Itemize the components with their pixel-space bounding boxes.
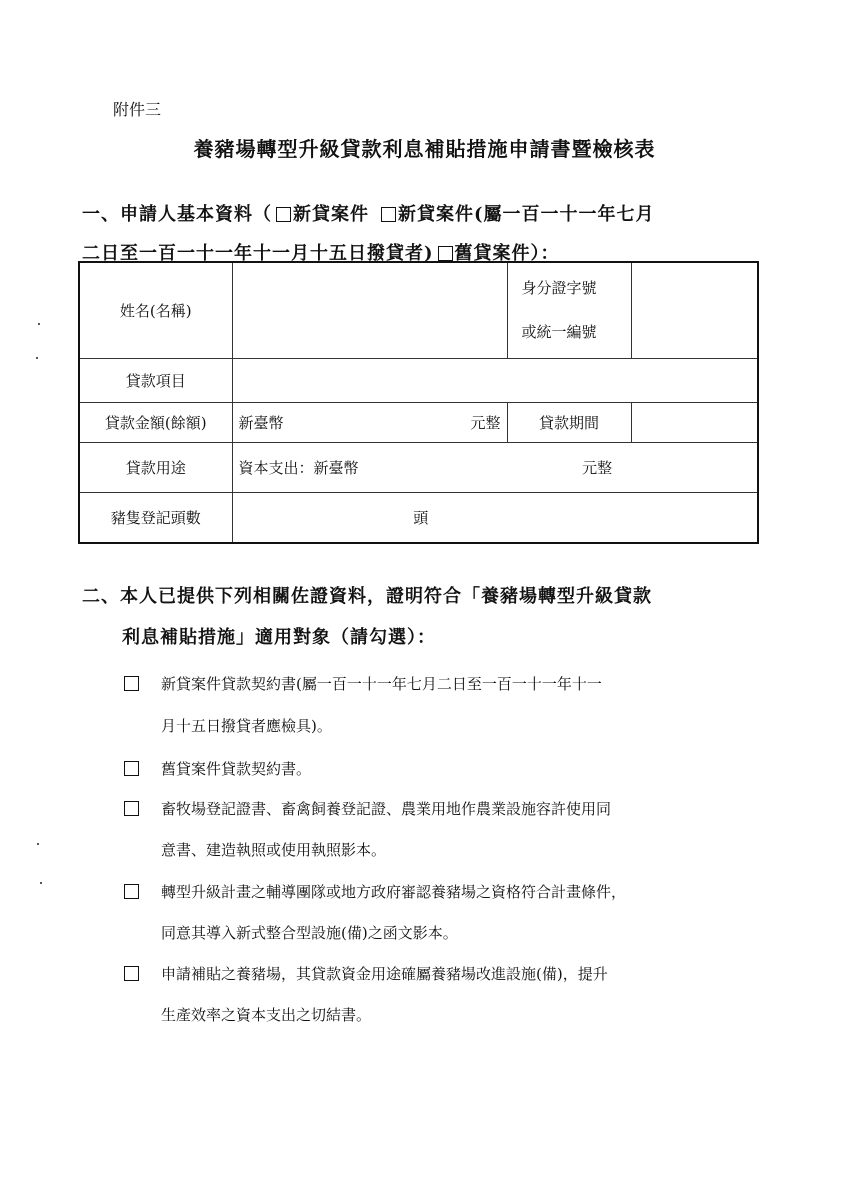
table-row <box>79 442 758 492</box>
scan-speck <box>40 882 42 884</box>
checklist-item-text: 生產效率之資本支出之切結書。 <box>161 1006 372 1024</box>
new-loan-checkbox[interactable] <box>276 207 291 222</box>
loan-use-prefix: 資本支出：新臺幣 <box>238 458 359 477</box>
id-label-line2: 或統一編號 <box>521 323 597 342</box>
id-field[interactable] <box>631 262 758 358</box>
checklist-checkbox[interactable] <box>124 884 139 899</box>
loan-amount-label: 貸款金額(餘額) <box>79 402 232 442</box>
id-label-line1: 身分證字號 <box>521 279 597 298</box>
loan-period-label: 貸款期間 <box>507 402 631 442</box>
loan-amount-unit: 元整 <box>470 413 501 432</box>
checklist-item-text: 畜牧場登記證書、畜禽飼養登記證、農業用地作農業設施容許使用同 <box>161 800 612 818</box>
id-label <box>507 262 631 358</box>
table-row <box>79 262 758 358</box>
loan-use-field[interactable] <box>232 442 758 492</box>
name-label: 姓名(名稱) <box>79 262 232 358</box>
new-loan-period-checkbox[interactable] <box>381 207 396 222</box>
scan-speck <box>38 323 40 325</box>
checklist-item-text: 轉型升級計畫之輔導團隊或地方政府審認養豬場之資格符合計畫條件， <box>161 883 627 901</box>
new-loan-period-option: 新貸案件(屬一百一十一年七月 <box>398 204 655 225</box>
pig-count-unit: 頭 <box>413 508 429 527</box>
document-title: 養豬場轉型升級貸款利息補貼措施申請書暨檢核表 <box>193 137 656 161</box>
checklist-item-text: 新貸案件貸款契約書(屬一百一十一年七月二日至一百一十一年十一 <box>161 675 602 693</box>
checklist-checkbox[interactable] <box>124 761 139 776</box>
checklist-item-text: 舊貸案件貸款契約書。 <box>161 760 312 778</box>
section1-prefix: 一、申請人基本資料（ <box>82 204 272 225</box>
pig-count-label: 豬隻登記頭數 <box>79 492 232 543</box>
scan-speck <box>37 843 39 845</box>
section2-line2: 利息補貼措施」適用對象（請勾選）： <box>122 627 436 648</box>
table-row <box>79 402 758 442</box>
checklist-item-text: 意書、建造執照或使用執照影本。 <box>161 841 387 859</box>
checklist-item-text: 同意其導入新式整合型設施(備)之函文影本。 <box>161 924 458 942</box>
checklist-checkbox[interactable] <box>124 676 139 691</box>
applicant-info-table <box>78 261 759 544</box>
loan-amount-currency: 新臺幣 <box>238 413 284 432</box>
checklist-item-text: 月十五日撥貸者應檢具)。 <box>161 717 332 735</box>
section1-line2-text: 二日至一百一十一年十一月十五日撥貸者) <box>82 243 434 264</box>
old-loan-option: 舊貸案件）： <box>454 243 560 264</box>
checklist-item-text: 申請補貼之養豬場，其貸款資金用途確屬養豬場改進設施(備)，提升 <box>161 965 608 983</box>
pig-count-field[interactable] <box>232 492 758 543</box>
table-row <box>79 358 758 402</box>
section2-line1: 二、本人已提供下列相關佐證資料，證明符合「養豬場轉型升級貸款 <box>82 586 652 607</box>
loan-period-field[interactable] <box>631 402 758 442</box>
table-row <box>79 492 758 543</box>
attachment-label: 附件三 <box>113 100 162 119</box>
name-field[interactable] <box>232 262 507 358</box>
old-loan-checkbox[interactable] <box>438 246 453 261</box>
loan-amount-field[interactable] <box>232 402 507 442</box>
section1-line1 <box>82 200 655 226</box>
scan-speck <box>36 357 38 359</box>
new-loan-option: 新貸案件 <box>293 204 369 225</box>
loan-use-label: 貸款用途 <box>79 442 232 492</box>
checklist-checkbox[interactable] <box>124 801 139 816</box>
checklist-checkbox[interactable] <box>124 966 139 981</box>
loan-use-unit: 元整 <box>582 458 613 477</box>
loan-item-label: 貸款項目 <box>79 358 232 402</box>
loan-item-field[interactable] <box>232 358 758 402</box>
